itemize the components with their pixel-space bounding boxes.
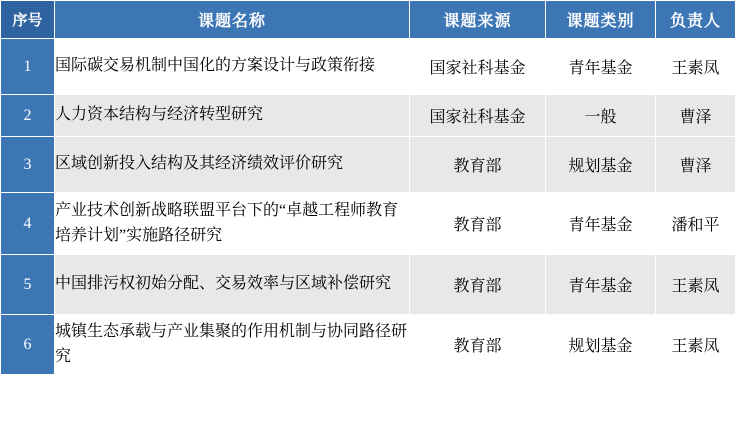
column-header-title: 课题名称	[55, 1, 410, 39]
table-row	[1, 39, 735, 95]
table-row	[1, 255, 735, 315]
table-row	[1, 193, 735, 255]
row-owner: 王素凤	[656, 315, 735, 375]
row-owner: 王素凤	[656, 255, 735, 315]
row-title: 人力资本结构与经济转型研究	[55, 95, 410, 137]
row-category: 一般	[546, 95, 656, 137]
row-source: 国家社科基金	[410, 95, 546, 137]
row-source: 教育部	[410, 315, 546, 375]
row-category: 规划基金	[546, 315, 656, 375]
column-header-category: 课题类别	[546, 1, 656, 39]
row-owner: 曹泽	[656, 95, 735, 137]
row-source: 国家社科基金	[410, 39, 546, 95]
row-category: 青年基金	[546, 193, 656, 255]
row-title: 城镇生态承载与产业集聚的作用机制与协同路径研究	[55, 315, 410, 375]
row-source: 教育部	[410, 137, 546, 193]
column-header-source: 课题来源	[410, 1, 546, 39]
row-sequence: 5	[1, 255, 55, 315]
column-header-owner: 负责人	[656, 1, 735, 39]
row-source: 教育部	[410, 255, 546, 315]
table-header-row	[1, 1, 735, 39]
table-header	[1, 1, 735, 39]
table-row	[1, 137, 735, 193]
row-source: 教育部	[410, 193, 546, 255]
row-sequence: 3	[1, 137, 55, 193]
table-row	[1, 95, 735, 137]
row-title: 国际碳交易机制中国化的方案设计与政策衔接	[55, 39, 410, 95]
table-body	[1, 39, 735, 375]
row-sequence: 6	[1, 315, 55, 375]
row-sequence: 1	[1, 39, 55, 95]
row-category: 青年基金	[546, 39, 656, 95]
row-owner: 王素凤	[656, 39, 735, 95]
row-sequence: 4	[1, 193, 55, 255]
row-owner: 曹泽	[656, 137, 735, 193]
row-category: 规划基金	[546, 137, 656, 193]
row-sequence: 2	[1, 95, 55, 137]
row-category: 青年基金	[546, 255, 656, 315]
row-title: 区域创新投入结构及其经济绩效评价研究	[55, 137, 410, 193]
row-title: 产业技术创新战略联盟平台下的“卓越工程师教育培养计划”实施路径研究	[55, 193, 410, 255]
row-title: 中国排污权初始分配、交易效率与区域补偿研究	[55, 255, 410, 315]
row-owner: 潘和平	[656, 193, 735, 255]
table-row	[1, 315, 735, 375]
column-header-seq: 序号	[1, 1, 55, 39]
